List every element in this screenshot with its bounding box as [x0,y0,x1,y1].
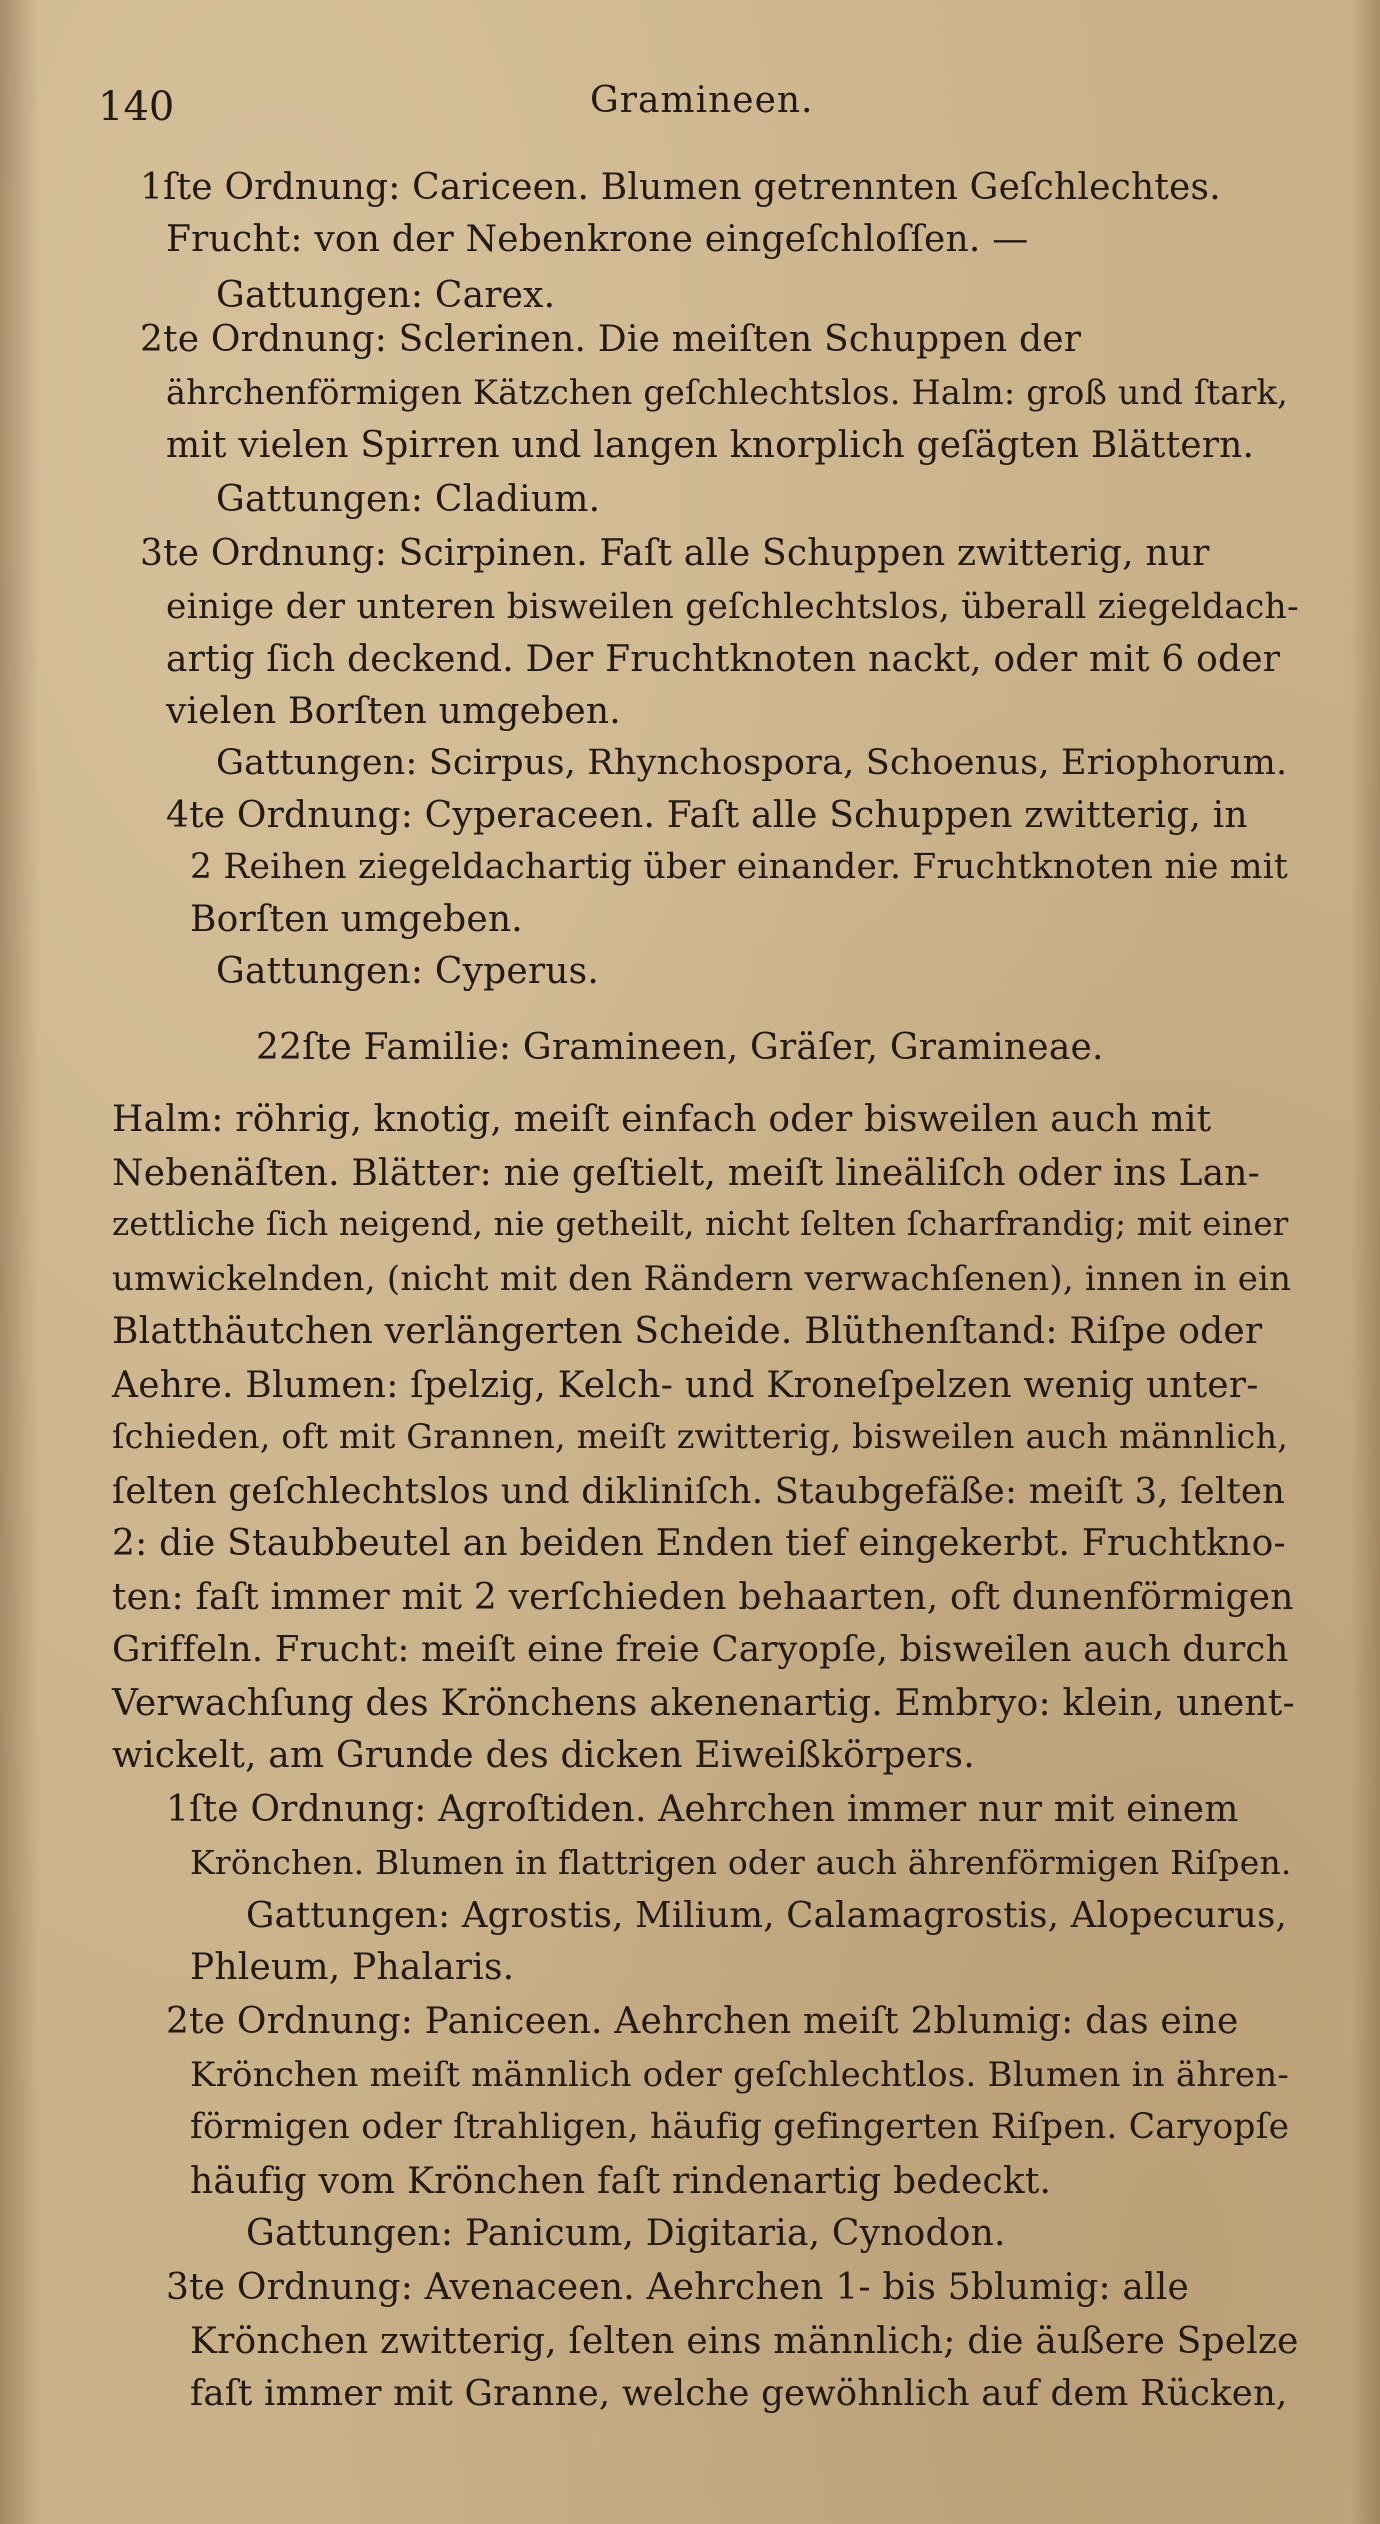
page-number: 140 [98,84,175,130]
text-line: Halm: röhrig, knotig, meiſt einfach oder bisweilen auch mit [112,1099,1212,1140]
text-line: einige der unteren bisweilen geſchlechtslos, überall ziegeldach- [166,587,1299,627]
genera-line: Gattungen: Agrostis, Milium, Calamagrostis, Alopecurus, [246,1895,1288,1936]
text-line: 2te Ordnung: Paniceen. Aehrchen meiſt 2blumig: das eine [166,2001,1239,2042]
text-line: umwickelnden, (nicht mit den Rändern verwachſenen), innen in ein [112,1259,1292,1299]
text-line: Krönchen meiſt männlich oder geſchlechtlos. Blumen in ähren- [190,2055,1290,2095]
text-line: ten: faſt immer mit 2 verſchieden behaarten, oft dunenförmigen [112,1577,1294,1618]
text-line: ährchenförmigen Kätzchen geſchlechtslos. Halm: groß und ſtark, [166,373,1288,412]
text-line: häufig vom Krönchen faſt rindenartig bedeckt. [190,2161,1052,2202]
text-line: Nebenäſten. Blätter: nie geſtielt, meiſt lineäliſch oder ins Lan- [112,1153,1261,1194]
text-line: Krönchen zwitterig, ſelten eins männlich; die äußere Spelze [190,2321,1299,2362]
text-line: 2 Reihen ziegeldachartig über einander. Fruchtknoten nie mit [190,847,1288,887]
text-line: zettliche ſich neigend, nie getheilt, nicht ſelten ſcharfrandig; mit einer [112,1205,1289,1243]
text-line: Blatthäutchen verlängerten Scheide. Blüthenſtand: Riſpe oder [112,1311,1263,1352]
text-line: artig ſich deckend. Der Fruchtknoten nackt, oder mit 6 oder [166,639,1281,680]
text-line: Krönchen. Blumen in flattrigen oder auch ährenförmigen Riſpen. [190,1843,1292,1882]
genera-line: Gattungen: Cladium. [216,479,601,520]
text-line: Aehre. Blumen: ſpelzig, Kelch- und Kroneſpelzen wenig unter- [112,1365,1259,1406]
text-line: Griffeln. Frucht: meiſt eine freie Caryopſe, bisweilen auch durch [112,1629,1289,1670]
text-line: 4te Ordnung: Cyperaceen. Faſt alle Schuppen zwitterig, in [166,795,1248,836]
text-line: Frucht: von der Nebenkrone eingeſchloſſen. — [166,219,1029,260]
text-line: 2te Ordnung: Sclerinen. Die meiſten Schuppen der [140,319,1082,360]
page-edge-shadow-right [1350,0,1380,2524]
running-title: Gramineen. [590,80,814,121]
genera-line: Gattungen: Scirpus, Rhynchospora, Schoenus, Eriophorum. [216,743,1288,783]
page-edge-shadow-left [0,0,40,2524]
text-line: 2: die Staubbeutel an beiden Enden tief eingekerbt. Fruchtkno- [112,1523,1286,1564]
genera-line: Gattungen: Cyperus. [216,951,599,992]
text-line: faſt immer mit Granne, welche gewöhnlich auf dem Rücken, [190,2373,1288,2414]
text-line: 3te Ordnung: Avenaceen. Aehrchen 1- bis 5blumig: alle [166,2267,1190,2308]
text-line: mit vielen Spirren und langen knorplich geſägten Blättern. [166,425,1255,466]
text-line: ſelten geſchlechtslos und dikliniſch. Staubgefäße: meiſt 3, ſelten [112,1471,1286,1512]
genera-line: Gattungen: Carex. [216,275,556,316]
text-line: 1ſte Ordnung: Agroſtiden. Aehrchen immer nur mit einem [166,1789,1239,1830]
text-line: vielen Borſten umgeben. [166,691,621,732]
text-line: ſchieden, oft mit Grannen, meiſt zwitterig, bisweilen auch männlich, [112,1417,1289,1456]
genera-line: Gattungen: Panicum, Digitaria, Cynodon. [246,2213,1006,2254]
genera-line: Phleum, Phalaris. [190,1947,515,1988]
text-line: wickelt, am Grunde des dicken Eiweißkörpers. [112,1735,975,1776]
text-line: 3te Ordnung: Scirpinen. Faſt alle Schuppen zwitterig, nur [140,533,1210,574]
text-line: 1ſte Ordnung: Cariceen. Blumen getrennten Geſchlechtes. [140,167,1221,208]
text-line: förmigen oder ſtrahligen, häufig gefingerten Riſpen. Caryopſe [190,2107,1290,2147]
text-line: Borſten umgeben. [190,899,523,940]
family-heading: 22ſte Familie: Gramineen, Gräſer, Gramineae. [256,1027,1104,1068]
text-line: Verwachſung des Krönchens akenenartig. Embryo: klein, unent- [112,1683,1295,1724]
